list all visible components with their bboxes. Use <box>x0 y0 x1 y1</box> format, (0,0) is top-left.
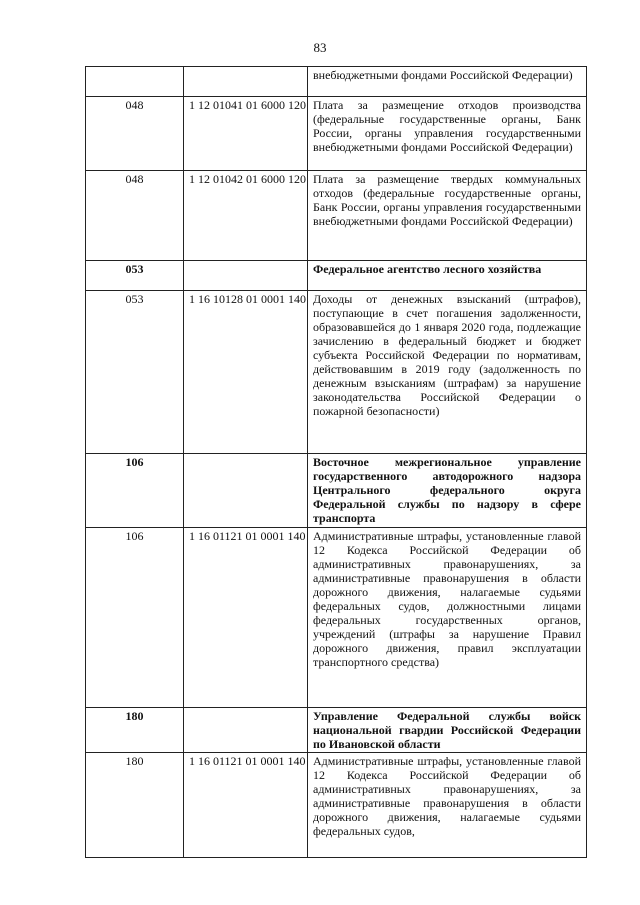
budget-classification-table <box>85 66 587 858</box>
table-row-section-header <box>86 708 587 753</box>
income-name-cell: Административные штрафы, установленные главой 12 Кодекса Российской Федерации об административных правонарушениях, за административные правонарушения в области дорожного движения, налагаемые судьями федеральных судов, должностными лицами федеральных государственных органов, учреждений (штрафы за нарушение Правил дорожного движения, правил эксплуатации транспортного средства) <box>308 528 587 708</box>
budget-code-cell: 1 12 01041 01 6000 120 <box>184 97 308 171</box>
budget-code-cell <box>184 454 308 528</box>
budget-code-cell: 1 16 01121 01 0001 140 <box>184 753 308 858</box>
table-row <box>86 171 587 261</box>
table-row <box>86 67 587 97</box>
budget-code-cell: 1 16 01121 01 0001 140 <box>184 528 308 708</box>
admin-code-cell <box>86 67 184 97</box>
table-row <box>86 291 587 454</box>
budget-code-cell <box>184 708 308 753</box>
income-name-cell: Плата за размещение твердых коммунальных отходов (федеральные государственные органы, Банк России, органы управления государственными внебюджетными фондами Российской Федерации) <box>308 171 587 261</box>
table-row <box>86 528 587 708</box>
table-row <box>86 753 587 858</box>
table-row <box>86 97 587 171</box>
budget-code-cell <box>184 67 308 97</box>
agency-name-cell: Федеральное агентство лесного хозяйства <box>308 261 587 291</box>
budget-code-cell <box>184 261 308 291</box>
income-name-cell: внебюджетными фондами Российской Федерации) <box>308 67 587 97</box>
admin-code-cell: 053 <box>86 291 184 454</box>
income-name-cell: Доходы от денежных взысканий (штрафов), поступающие в счет погашения задолженности, образовавшейся до 1 января 2020 года, подлежащие зачислению в федеральный бюджет и бюджет субъекта Российской Федерации по нормативам, действовавшим в 2019 году (задолженность по денежным взысканиям (штрафам) за нарушение законодательства Российской Федерации о пожарной безопасности) <box>308 291 587 454</box>
admin-code-cell: 180 <box>86 753 184 858</box>
admin-code-cell: 053 <box>86 261 184 291</box>
budget-code-cell: 1 12 01042 01 6000 120 <box>184 171 308 261</box>
income-name-cell: Административные штрафы, установленные главой 12 Кодекса Российской Федерации об административных правонарушениях, за административные правонарушения в области дорожного движения, налагаемые судьями федеральных судов, <box>308 753 587 858</box>
table-row-section-header <box>86 454 587 528</box>
admin-code-cell: 106 <box>86 528 184 708</box>
admin-code-cell: 106 <box>86 454 184 528</box>
income-name-cell: Плата за размещение отходов производства (федеральные государственные органы, Банк России, органы управления государственными внебюджетными фондами Российской Федерации) <box>308 97 587 171</box>
table-row-section-header <box>86 261 587 291</box>
admin-code-cell: 048 <box>86 171 184 261</box>
admin-code-cell: 180 <box>86 708 184 753</box>
admin-code-cell: 048 <box>86 97 184 171</box>
agency-name-cell: Восточное межрегиональное управление государственного автодорожного надзора Центрального федерального округа Федеральной службы по надзору в сфере транспорта <box>308 454 587 528</box>
budget-code-cell: 1 16 10128 01 0001 140 <box>184 291 308 454</box>
agency-name-cell: Управление Федеральной службы войск национальной гвардии Российской Федерации по Ивановской области <box>308 708 587 753</box>
page-number: 83 <box>313 40 327 55</box>
